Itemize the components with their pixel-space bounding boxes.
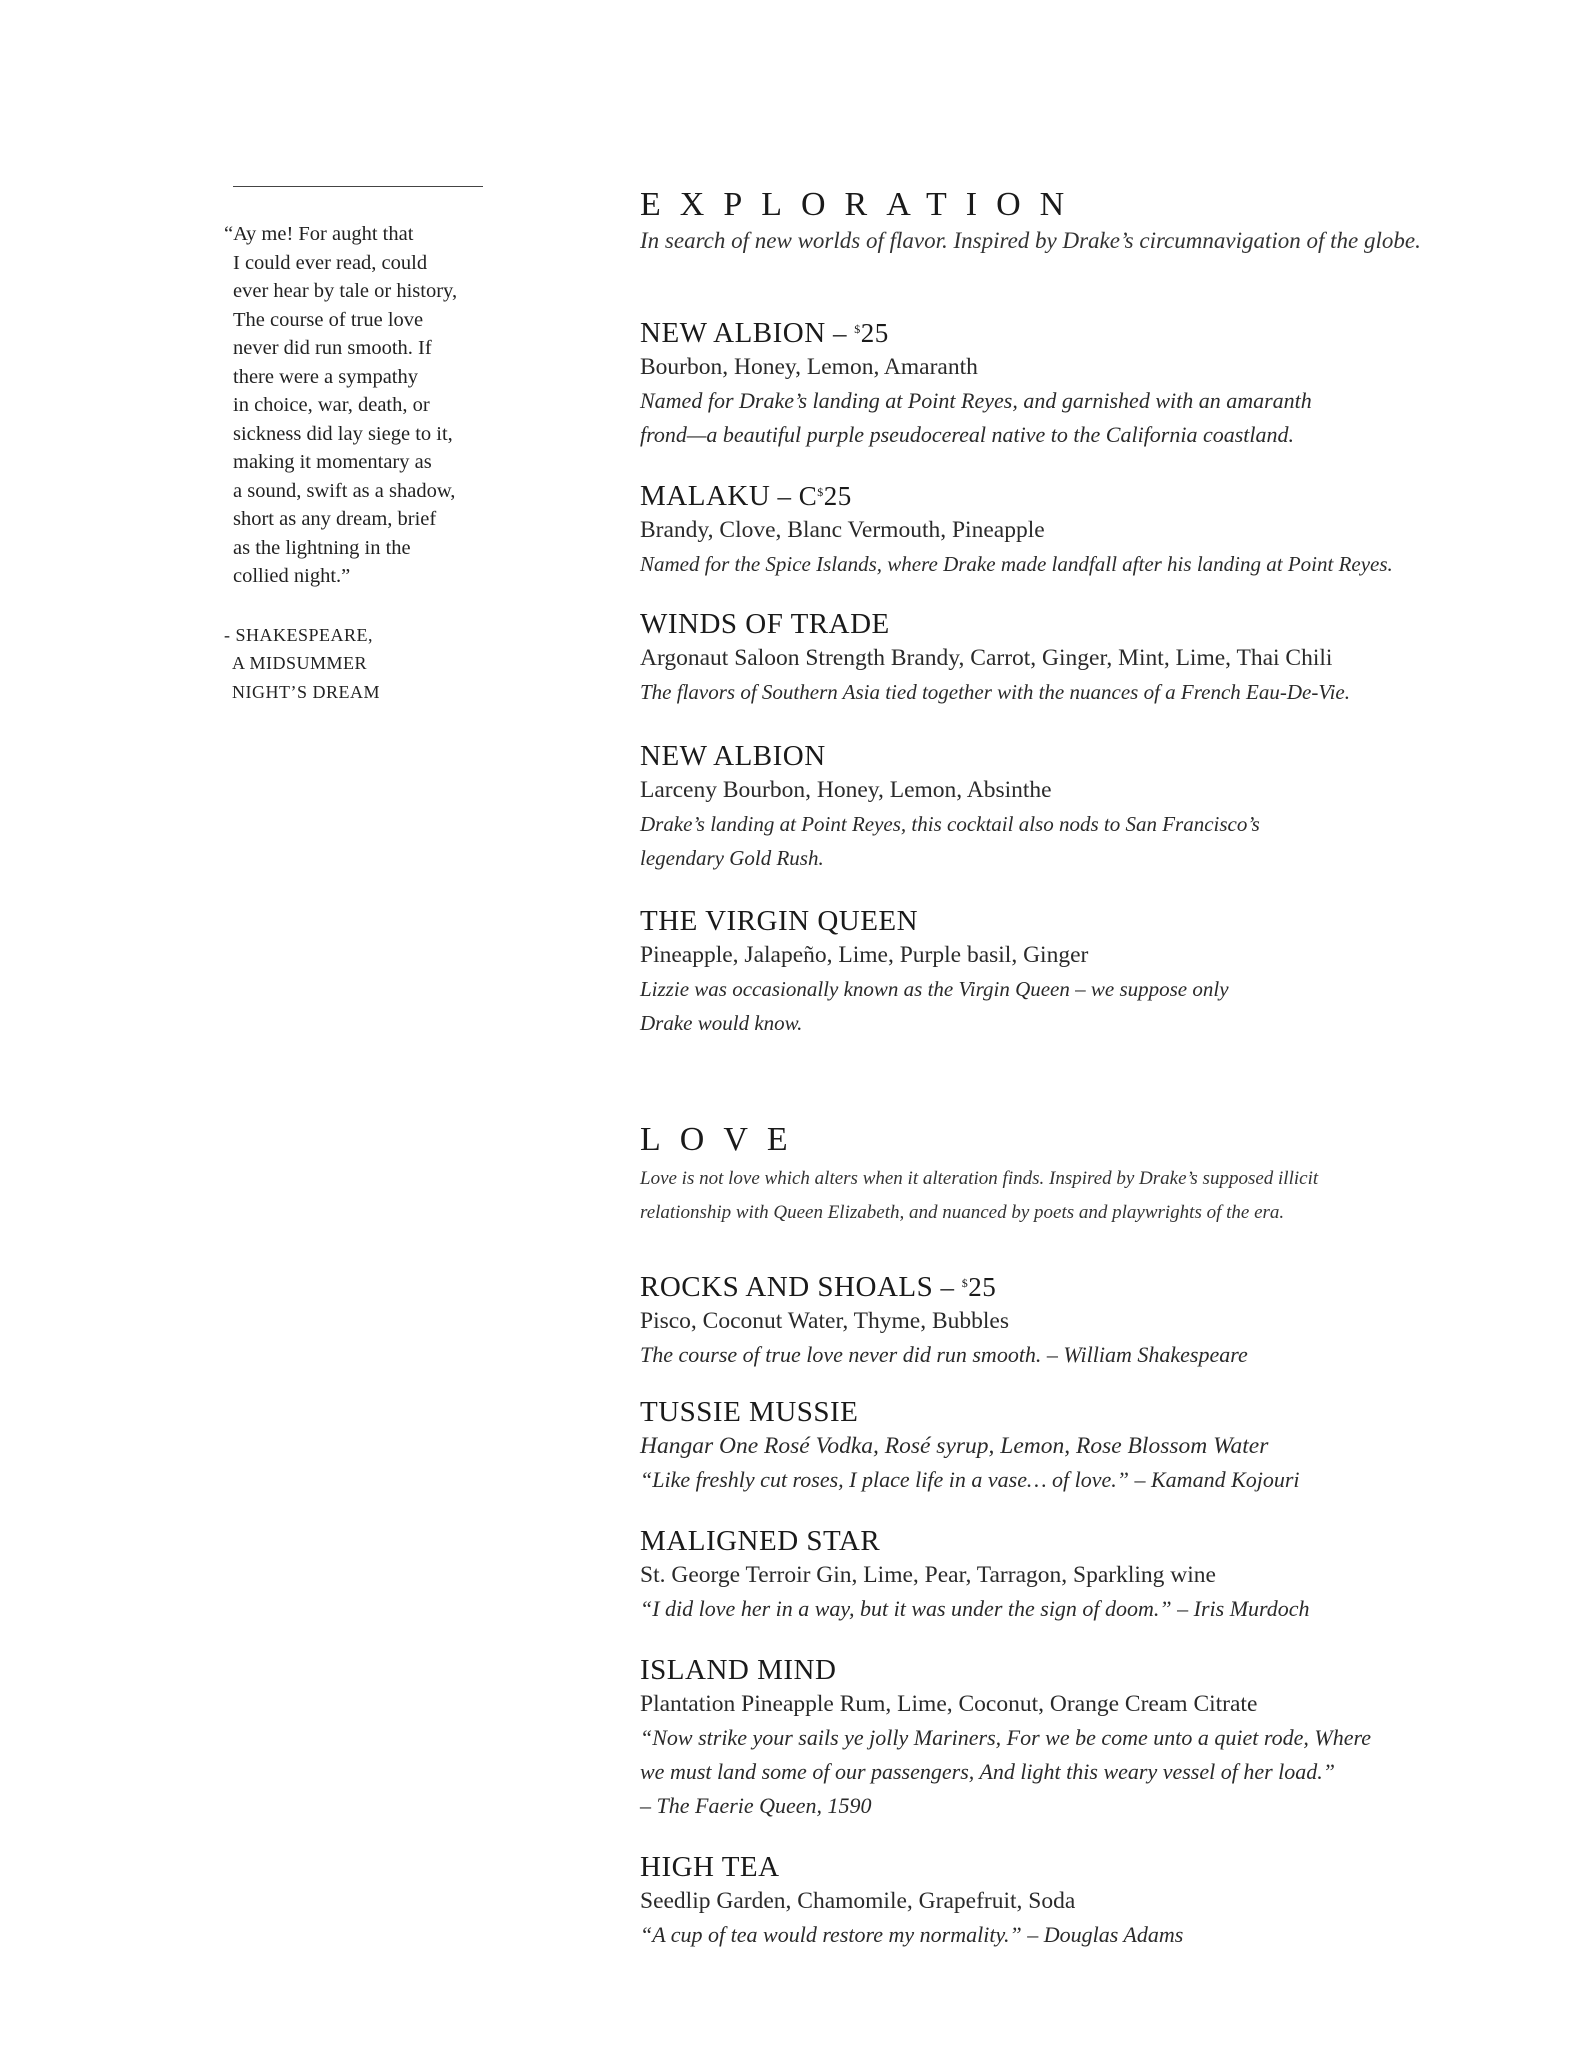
quote-line: “Ay me! For aught that	[224, 223, 414, 245]
attribution-line: A MIDSUMMER	[232, 653, 368, 673]
drink-description: “Now strike your sails ye jolly Mariners, For we be come unto a quiet rode, Where	[640, 1725, 1371, 1750]
drink-description: The course of true love never did run smooth. – William Shakespeare	[640, 1342, 1248, 1367]
currency-symbol: $	[961, 1276, 969, 1290]
menu-item	[640, 1653, 1371, 1823]
quote-line: never did run smooth. If	[233, 337, 432, 359]
drink-description: Drake would know.	[640, 1011, 803, 1035]
section-title-love: LOVE	[640, 1121, 807, 1158]
drink-title: NEW ALBION	[640, 317, 826, 349]
drink-name	[640, 312, 1312, 350]
drink-description: Drake’s landing at Point Reyes, this cocktail also nods to San Francisco’s	[640, 812, 1260, 836]
drink-description: Named for the Spice Islands, where Drake made landfall after his landing at Point Reyes.	[640, 552, 1393, 576]
drink-ingredients: St. George Terroir Gin, Lime, Pear, Tarragon, Sparkling wine	[640, 1562, 1216, 1588]
menu-item	[640, 607, 1350, 709]
drink-ingredients: Seedlip Garden, Chamomile, Grapefruit, Soda	[640, 1888, 1076, 1914]
drink-description: frond—a beautiful purple pseudocereal native to the California coastland.	[640, 422, 1295, 447]
menu-item	[640, 1524, 1310, 1626]
quote-line: collied night.”	[233, 565, 351, 587]
price-prefix: – C	[770, 481, 818, 511]
section-subtitle-exploration: In search of new worlds of flavor. Inspired by Drake’s circumnavigation of the globe.	[640, 228, 1421, 253]
drink-description: legendary Gold Rush.	[640, 846, 824, 870]
drink-title: ROCKS AND SHOALS	[640, 1271, 934, 1303]
drink-title: WINDS OF TRADE	[640, 608, 890, 640]
quote-line: a sound, swift as a shadow,	[233, 479, 456, 502]
currency-symbol: $	[817, 485, 824, 499]
quote-line: short as any dream, brief	[233, 508, 437, 530]
drink-ingredients: Pineapple, Jalapeño, Lime, Purple basil, Ginger	[640, 942, 1089, 968]
subtitle-line: relationship with Queen Elizabeth, and nuanced by poets and playwrights of the era.	[640, 1202, 1285, 1223]
drink-title: MALAKU	[640, 480, 771, 512]
drink-ingredients: Hangar One Rosé Vodka, Rosé syrup, Lemon, Rose Blossom Water	[640, 1433, 1269, 1459]
drink-price	[826, 318, 889, 348]
price-amount: 25	[823, 481, 852, 511]
drink-title: HIGH TEA	[640, 1851, 780, 1883]
quote-line: I could ever read, could	[233, 251, 428, 274]
drink-price	[770, 481, 852, 511]
menu-item	[640, 904, 1229, 1040]
drink-name	[640, 1266, 1248, 1304]
drink-description: Named for Drake’s landing at Point Reyes, and garnished with an amaranth	[640, 388, 1312, 413]
section-subtitle-love	[640, 1162, 1318, 1230]
price-amount: 25	[968, 1272, 997, 1302]
quote-line: in choice, war, death, or	[233, 394, 430, 416]
menu-item	[640, 739, 1260, 875]
drink-title: TUSSIE MUSSIE	[640, 1396, 859, 1428]
quote-line: as the lightning in the	[233, 536, 411, 559]
sidebar-divider	[233, 186, 483, 187]
menu-item	[640, 1395, 1300, 1497]
quote-line: sickness did lay siege to it,	[233, 422, 453, 445]
quote-line: making it momentary as	[233, 451, 432, 473]
drink-ingredients: Bourbon, Honey, Lemon, Amaranth	[640, 354, 978, 380]
drink-price	[933, 1272, 996, 1302]
menu-item	[640, 1266, 1248, 1372]
drink-description: Lizzie was occasionally known as the Virgin Queen – we suppose only	[640, 977, 1229, 1001]
price-amount: 25	[860, 318, 889, 348]
drink-description: “Like freshly cut roses, I place life in a vase… of love.” – Kamand Kojouri	[640, 1467, 1300, 1492]
currency-symbol: $	[854, 322, 861, 336]
drink-title: NEW ALBION	[640, 740, 826, 772]
subtitle-line: Love is not love which alters when it alteration finds. Inspired by Drake’s supposed illicit	[640, 1168, 1319, 1189]
drink-description: “A cup of tea would restore my normality.” – Douglas Adams	[640, 1922, 1184, 1947]
menu-item	[640, 475, 1393, 581]
drink-title: MALIGNED STAR	[640, 1525, 881, 1557]
drink-name	[640, 475, 1393, 513]
quote-line: ever hear by tale or history,	[233, 280, 458, 302]
drink-title: ISLAND MIND	[640, 1654, 837, 1686]
attribution-line: - SHAKESPEARE,	[224, 624, 374, 645]
drink-ingredients: Plantation Pineapple Rum, Lime, Coconut, Orange Cream Citrate	[640, 1691, 1258, 1717]
attribution-line: NIGHT’S DREAM	[232, 681, 380, 702]
price-prefix: –	[825, 318, 855, 348]
sidebar-quote	[224, 220, 494, 706]
drink-title: THE VIRGIN QUEEN	[640, 905, 919, 937]
drink-ingredients: Brandy, Clove, Blanc Vermouth, Pineapple	[640, 517, 1045, 543]
quote-text	[224, 220, 494, 591]
drink-description: – The Faerie Queen, 1590	[640, 1793, 872, 1818]
drink-ingredients: Argonaut Saloon Strength Brandy, Carrot, Ginger, Mint, Lime, Thai Chili	[640, 645, 1333, 671]
quote-line: there were a sympathy	[233, 365, 418, 388]
section-title-exploration: EXPLORATION	[640, 186, 1084, 223]
menu-item	[640, 1850, 1183, 1952]
quote-attribution	[224, 621, 494, 707]
price-prefix: –	[933, 1272, 962, 1302]
drink-description: The flavors of Southern Asia tied together with the nuances of a French Eau-De-Vie.	[640, 680, 1350, 704]
quote-line: The course of true love	[233, 308, 424, 331]
drink-ingredients: Larceny Bourbon, Honey, Lemon, Absinthe	[640, 777, 1052, 803]
drink-ingredients: Pisco, Coconut Water, Thyme, Bubbles	[640, 1308, 1010, 1334]
drink-description: we must land some of our passengers, And light this weary vessel of her load.”	[640, 1759, 1336, 1784]
drink-description: “I did love her in a way, but it was under the sign of doom.” – Iris Murdoch	[640, 1596, 1310, 1621]
menu-item	[640, 312, 1312, 452]
